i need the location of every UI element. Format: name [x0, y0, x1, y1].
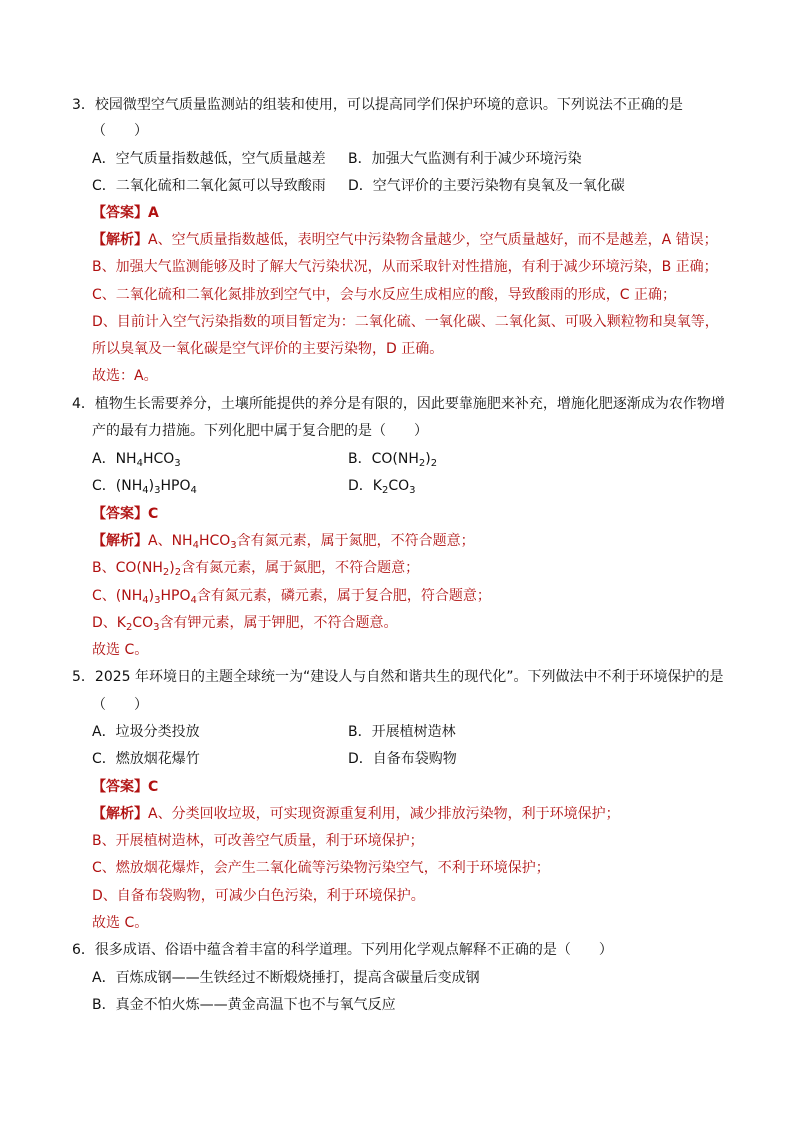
question-6-option-a: A．百炼成钢——生铁经过不断煅烧捶打，提高含碳量后变成钢 [92, 970, 480, 986]
question-3-analysis-c: C、二氧化硫和二氧化氮排放到空气中，会与水反应生成相应的酸，导致酸雨的形成，C 正确； [92, 287, 676, 303]
question-5-stem: 5．2025 年环境日的主题全球统一为“建设人与自然和谐共生的现代化”。下列做法中不利于环境保护的是 [72, 669, 724, 685]
question-3-stem: 3．校园微型空气质量监测站的组装和使用，可以提高同学们保护环境的意识。下列说法不正确的是 [72, 97, 683, 113]
question-4-option-d: D．$K_2CO_3$ [348, 478, 416, 496]
question-4-option-a: A．$NH_4HCO_3$ [92, 451, 181, 469]
question-5-answer: 【答案】C [92, 779, 159, 795]
question-5-option-a: A．垃圾分类投放 [92, 724, 200, 740]
question-4-answer: 【答案】C [92, 506, 159, 522]
question-5-option-c: C．燃放烟花爆竹 [92, 751, 200, 767]
question-5-conclusion: 故选 C。 [92, 915, 149, 931]
question-3-analysis-b: B、加强大气监测能够及时了解大气污染状况，从而采取针对性措施，有利于减少环境污染，B 正确； [92, 259, 718, 275]
question-4-option-c: C．$(NH_4)_3HPO_4$ [92, 478, 197, 496]
question-3-option-a: A．空气质量指数越低，空气质量越差 [92, 151, 326, 167]
question-5-option-d: D．自备布袋购物 [348, 751, 457, 767]
question-6-stem: 6．很多成语、俗语中蕴含着丰富的科学道理。下列用化学观点解释不正确的是（ ） [72, 942, 613, 958]
question-5-analysis-a: 【解析】A、分类回收垃圾，可实现资源重复利用，减少排放污染物，利于环境保护； [92, 806, 620, 822]
question-6-option-b: B．真金不怕火炼——黄金高温下也不与氧气反应 [92, 997, 396, 1013]
question-3-analysis-d-cont: 所以臭氧及一氧化碳是空气评价的主要污染物，D 正确。 [92, 341, 444, 357]
question-3-option-b: B．加强大气监测有利于减少环境污染 [348, 151, 582, 167]
question-3-answer: 【答案】A [92, 205, 159, 221]
question-4-analysis-d: D、$K_2CO_3$含有钾元素，属于钾肥，不符合题意。 [92, 615, 398, 633]
question-3-option-c: C．二氧化硫和二氧化氮可以导致酸雨 [92, 178, 326, 194]
question-3-analysis-a: 【解析】A、空气质量指数越低，表明空气中污染物含量越少，空气质量越好，而不是越差，A 错误； [92, 232, 718, 248]
question-3-analysis-d: D、目前计入空气污染指数的项目暂定为：二氧化硫、一氧化碳、二氧化氮、可吸入颗粒物和臭氧等， [92, 314, 719, 330]
question-4-analysis-c: C、$(NH_4)_3HPO_4$含有氮元素，磷元素，属于复合肥，符合题意； [92, 588, 491, 606]
question-4-conclusion: 故选 C。 [92, 642, 149, 658]
question-5-bracket: （ ） [92, 697, 148, 713]
question-5-analysis-b: B、开展植树造林，可改善空气质量，利于环境保护； [92, 833, 424, 849]
question-3-conclusion: 故选：A。 [92, 368, 158, 384]
question-4-option-b: B．$CO(NH_2)_2$ [348, 451, 438, 469]
question-5-option-b: B．开展植树造林 [348, 724, 456, 740]
question-4-stem: 4．植物生长需要养分，土壤所能提供的养分是有限的，因此要靠施肥来补充，增施化肥逐渐成为农作物增 [72, 396, 725, 412]
question-4-stem-cont: 产的最有力措施。下列化肥中属于复合肥的是（ ） [92, 423, 428, 439]
question-4-analysis-b: B、$CO(NH_2)_2$含有氮元素，属于氮肥，不符合题意； [92, 560, 420, 578]
question-3-bracket: （ ） [92, 123, 148, 139]
question-5-analysis-d: D、自备布袋购物，可减少白色污染，利于环境保护。 [92, 888, 425, 904]
question-3-option-d: D．空气评价的主要污染物有臭氧及一氧化碳 [348, 178, 625, 194]
question-4-analysis-a: 【解析】A、$NH_4HCO_3$含有氮元素，属于氮肥，不符合题意； [92, 533, 475, 551]
question-5-analysis-c: C、燃放烟花爆炸，会产生二氧化硫等污染物污染空气，不利于环境保护； [92, 860, 550, 876]
